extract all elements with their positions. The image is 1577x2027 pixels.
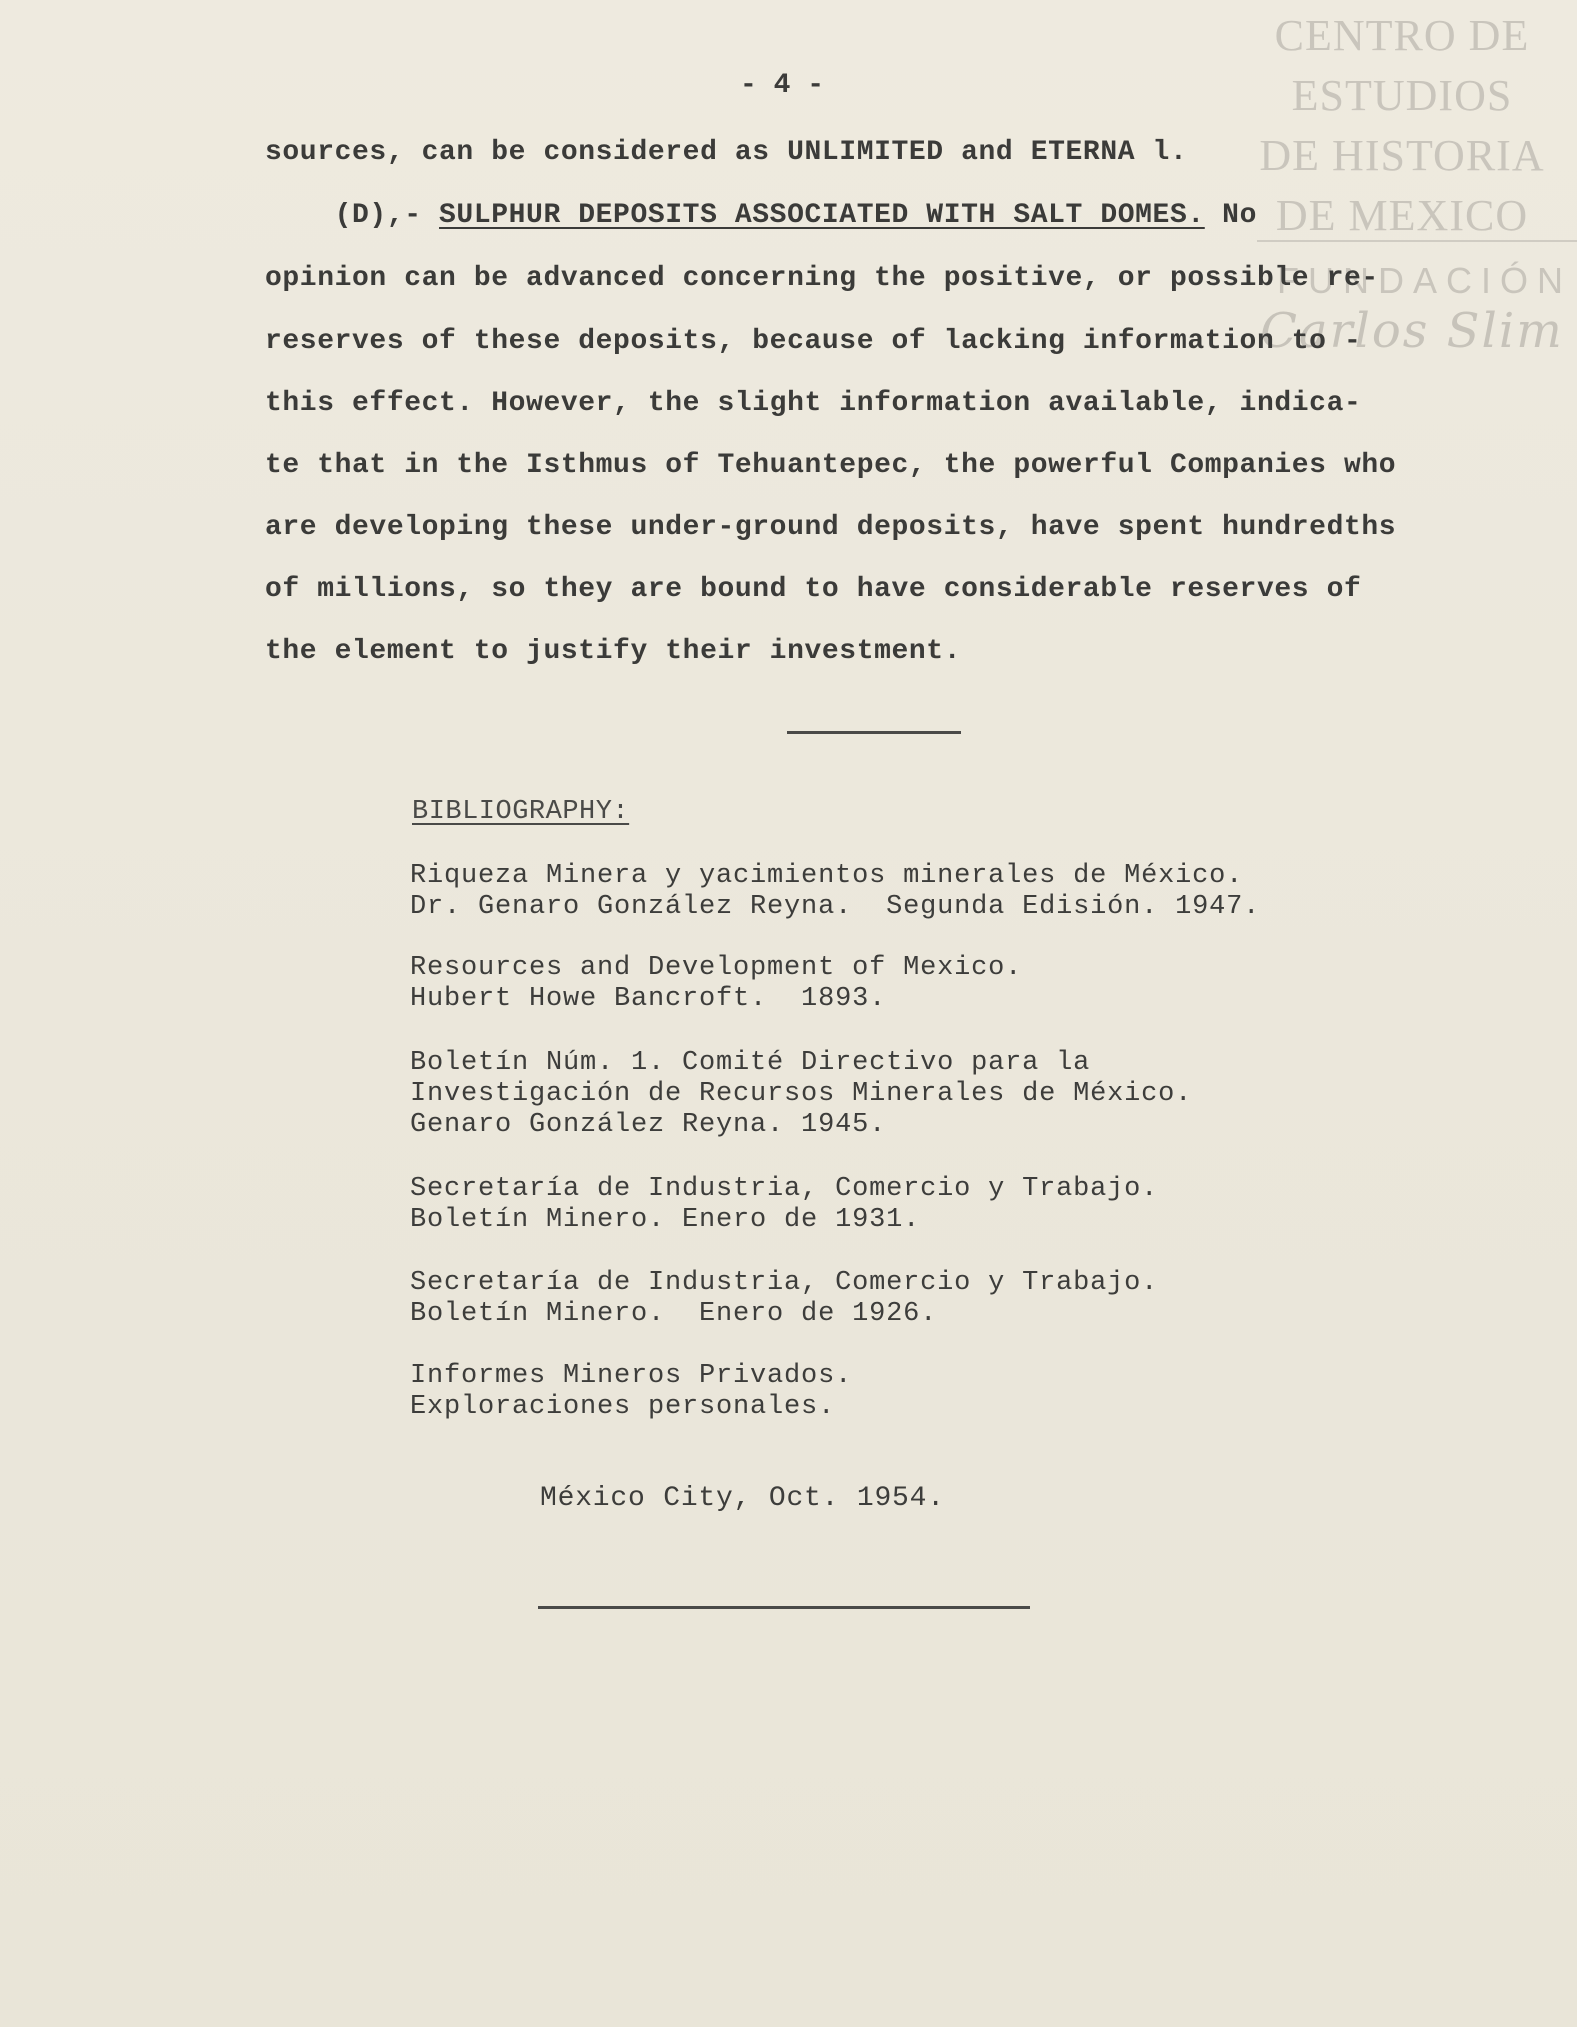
bibliography-line: Investigación de Recursos Minerales de México. (410, 1079, 1193, 1109)
paragraph-line: reserves of these deposits, because of lacking information to - (265, 326, 1362, 357)
place-date: México City, Oct. 1954. (540, 1483, 945, 1514)
paragraph-line: sources, can be considered as UNLIMITED and ETERNA l. (265, 137, 1188, 168)
watermark-line: ESTUDIOS (1291, 71, 1513, 120)
watermark-divider (1257, 240, 1577, 242)
bibliography-entry (410, 861, 1260, 923)
section-heading: SULPHUR DEPOSITS ASSOCIATED WITH SALT DOMES. (439, 200, 1205, 231)
bibliography-line: Exploraciones personales. (410, 1392, 836, 1422)
paragraph-line: this effect. However, the slight information available, indica- (265, 388, 1362, 419)
bibliography-line: Genaro González Reyna. 1945. (410, 1110, 887, 1140)
bibliography-line: Informes Mineros Privados. (410, 1361, 853, 1391)
section-heading-line (265, 200, 1257, 231)
bibliography-line: Secretaría de Industria, Comercio y Trabajo. (410, 1268, 1159, 1298)
paragraph-line: are developing these under-ground deposits, have spent hundredths (265, 512, 1397, 543)
bibliography-entry (410, 1268, 1158, 1330)
bibliography-line: Riqueza Minera y yacimientos minerales de México. (410, 861, 1244, 891)
bibliography-entry (410, 1361, 852, 1423)
watermark-line: CENTRO DE (1274, 11, 1530, 60)
watermark-line: DE MEXICO (1275, 191, 1529, 240)
bibliography-line: Secretaría de Industria, Comercio y Trabajo. (410, 1174, 1159, 1204)
bibliography-line: Resources and Development of Mexico. (410, 953, 1023, 983)
watermark-signature: Carlos Slim (1260, 303, 1564, 359)
paragraph-line: the element to justify their investment. (265, 636, 962, 667)
section-divider (787, 731, 961, 734)
bibliography-entry (410, 1048, 1192, 1141)
section-label: (D),- (265, 200, 440, 231)
bibliography-line: Boletín Núm. 1. Comité Directivo para la (410, 1048, 1091, 1078)
watermark-line: DE HISTORIA (1259, 131, 1545, 180)
archive-watermark (1237, 6, 1572, 359)
paragraph-line: opinion can be advanced concerning the positive, or possible re- (265, 263, 1379, 294)
watermark-line: FUNDACIÓN (1277, 260, 1572, 301)
paragraph-line: te that in the Isthmus of Tehuantepec, the powerful Companies who (265, 450, 1397, 481)
bibliography-title: BIBLIOGRAPHY: (412, 797, 630, 827)
bibliography-entry (410, 1174, 1158, 1236)
bibliography-line: Boletín Minero. Enero de 1931. (410, 1205, 921, 1235)
paragraph-text: No (1204, 200, 1257, 231)
bibliography-line: Hubert Howe Bancroft. 1893. (410, 984, 887, 1014)
bibliography-line: Dr. Genaro González Reyna. Segunda Edisión. 1947. (410, 892, 1261, 922)
bibliography-entry (410, 953, 1022, 1015)
paragraph-line: of millions, so they are bound to have considerable reserves of (265, 574, 1362, 605)
bibliography-line: Boletín Minero. Enero de 1926. (410, 1299, 938, 1329)
closing-divider (538, 1606, 1030, 1609)
page-number: - 4 - (740, 70, 825, 101)
